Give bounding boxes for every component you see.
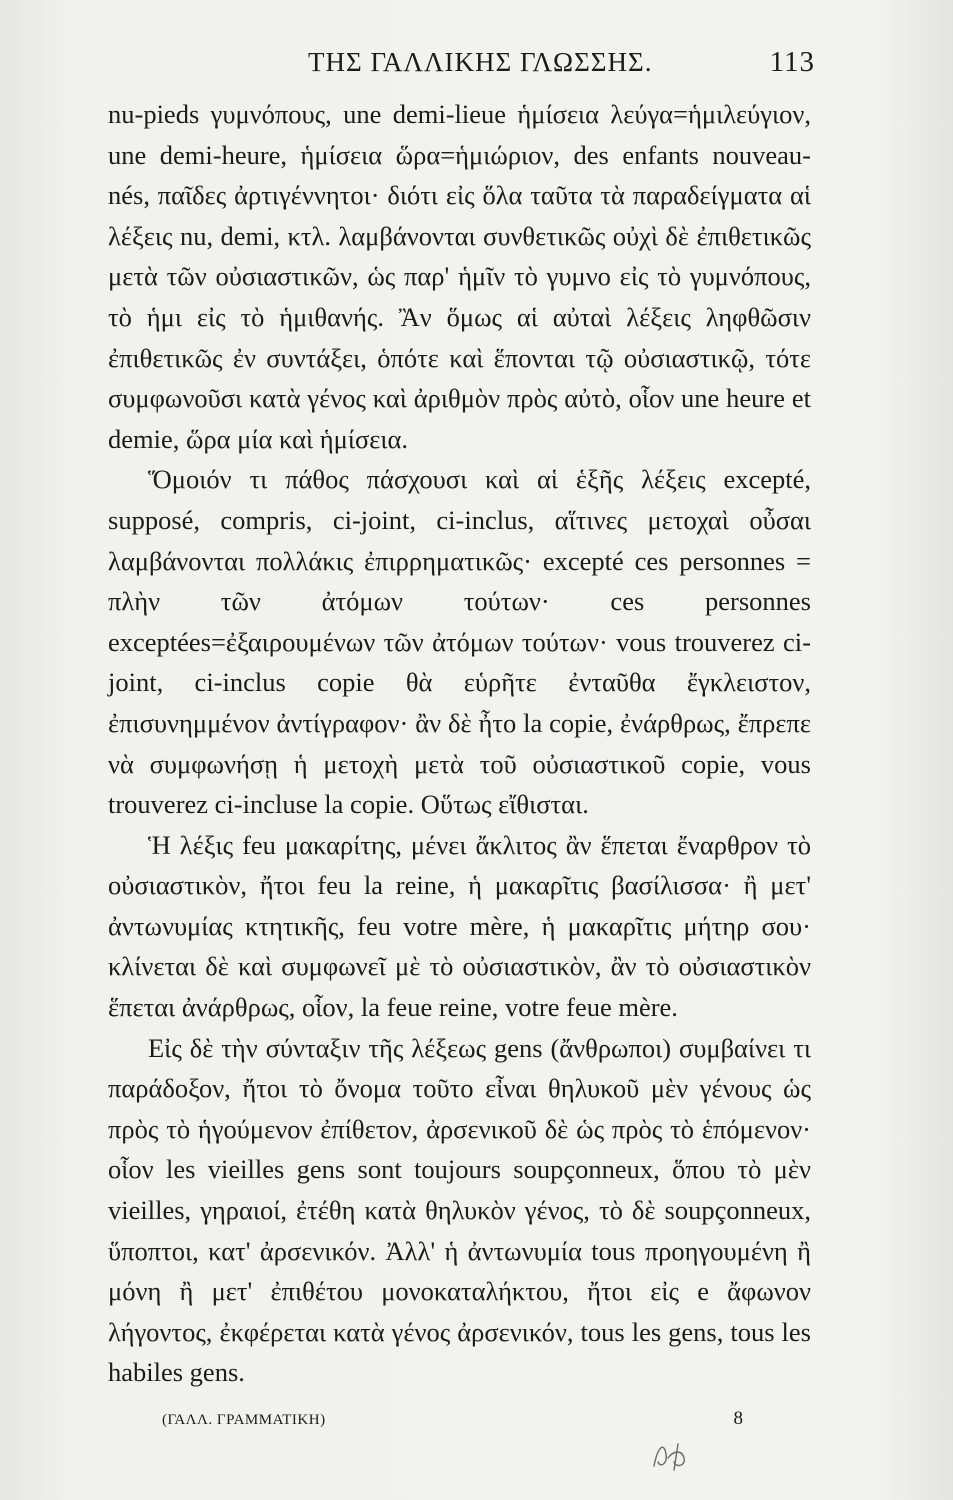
running-head: [108, 46, 815, 79]
paragraph-2: Ὅμοιόν τι πάθος πάσχουσι καὶ αἱ ἑξῆς λέξεις excepté, supposé, compris, ci-joint, ci-inclus, αἵτινες μετοχαὶ οὖσαι λαμβάνονται πολλάκις ἐπιρρηματικῶς· excepté ces personnes = πλὴν τῶν ἀτόμων τούτων· ces personnes exceptées=ἐξαιρουμένων τῶν ἀτόμων τούτων· vous trouverez ci-joint, ci-inclus copie θὰ εὑρῆτε ἐνταῦθα ἔγκλειστον, ἐπισυνημμένον ἀντίγραφον· ἂν δὲ ἦτο la copie, ἐνάρθρως, ἔπρεπε νὰ συμφωνήσῃ ἡ μετοχὴ μετὰ τοῦ οὐσιαστικοῦ copie, vous trouverez ci-incluse la copie. Οὕτως εἴθισται.: [108, 464, 811, 820]
page-footer: [162, 1408, 743, 1430]
body-text: [108, 94, 811, 1393]
signature-mark: (ΓΑΛΛ. ΓΡΑΜΜΑΤΙΚΗ): [162, 1412, 326, 1428]
running-head-title: ΤΗΣ ΓΑΛΛΙΚΗΣ ΓΛΩΣΣΗΣ.: [308, 47, 653, 77]
paragraph-3: Ἡ λέξις feu μακαρίτης, μένει ἄκλιτος ἂν ἕπεται ἔναρθρον τὸ οὐσιαστικὸν, ἤτοι feu la reine, ἡ μακαρῖτις βασίλισσα· ἢ μετ' ἀντωνυμίας κτητικῆς, feu votre mère, ἡ μακαρῖτις μήτηρ σου· κλίνεται δὲ καὶ συμφωνεῖ μὲ τὸ οὐσιαστικὸν, ἂν τὸ οὐσιαστικὸν ἕπεται ἀνάρθρως, οἷον, la feue reine, votre feue mère.: [108, 829, 811, 1023]
paragraph-1: nu-pieds γυμνόπους, une demi-lieue ἡμίσεια λεύγα=ἡμιλεύγιον, une demi-heure, ἡμίσεια ὥρα=ἡμιώριον, des enfants nouveau-nés, παῖδες ἀρτιγέννητοι· διότι εἰς ὅλα ταῦτα τὰ παραδείγματα αἱ λέξεις nu, demi, κτλ. λαμβάνονται συνθετικῶς οὐχὶ δὲ ἐπιθετικῶς μετὰ τῶν οὐσιαστικῶν, ὡς παρ' ἡμῖν τὸ γυμνο εἰς τὸ γυμνόπους, τὸ ἡμι εἰς τὸ ἡμιθανής. Ἂν ὅμως αἱ αὐταὶ λέξεις ληφθῶσιν ἐπιθετικῶς ἐν συντάξει, ὁπότε καὶ ἕπονται τῷ οὐσιαστικῷ, τότε συμφωνοῦσι κατὰ γένος καὶ ἀριθμὸν πρὸς αὐτὸ, οἷον une heure et demie, ὥρα μία καὶ ἡμίσεια.: [108, 99, 811, 454]
page-number: 113: [769, 46, 815, 78]
handwritten-mark: [648, 1436, 696, 1474]
paragraph-4: Εἰς δὲ τὴν σύνταξιν τῆς λέξεως gens (ἄνθρωποι) συμβαίνει τι παράδοξον, ἤτοι τὸ ὄνομα τοῦτο εἶναι θηλυκοῦ μὲν γένους ὡς πρὸς τὸ ἡγούμενον ἐπίθετον, ἀρσενικοῦ δὲ ὡς πρὸς τὸ ἑπόμενον· οἷον les vieilles gens sont toujours soupçonneux, ὅπου τὸ μὲν vieilles, γηραιοί, ἐτέθη κατὰ θηλυκὸν γένος, τὸ δὲ soupçonneux, ὕποπτοι, κατ' ἀρσενικόν. Ἀλλ' ἡ ἀντωνυμία tous προηγουμένη ἢ μόνη ἢ μετ' ἐπιθέτου μονοκαταλήκτου, ἤτοι εἰς e ἄφωνον λήγοντος, ἐκφέρεται κατὰ γένος ἀρσενικόν, tous les gens, tous les habiles gens.: [108, 1032, 811, 1388]
signature-number: 8: [733, 1408, 743, 1429]
